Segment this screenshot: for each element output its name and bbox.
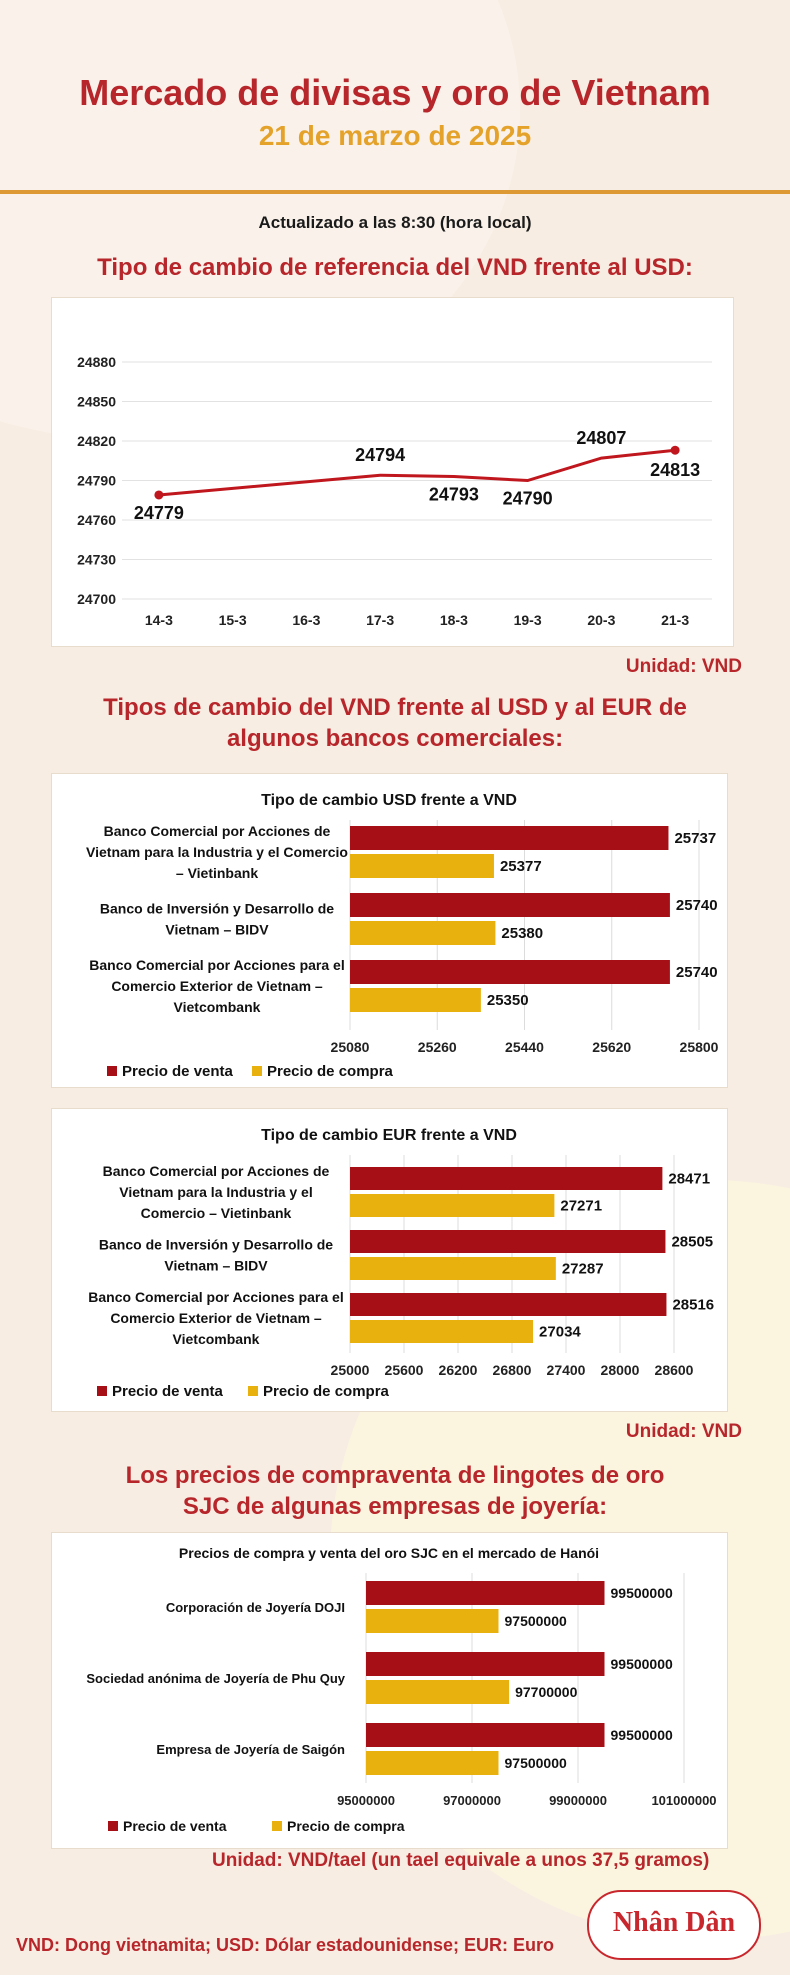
legend-label: Precio de venta <box>122 1063 233 1080</box>
x-tick-label: 25080 <box>330 1039 370 1055</box>
data-label: 25377 <box>499 858 542 875</box>
category-label: Vietcombank <box>172 1331 260 1347</box>
x-tick-label: 17-3 <box>366 612 395 628</box>
data-label: 25380 <box>501 925 544 942</box>
section-title-bank-rates-line2: algunos bancos comerciales: <box>226 725 564 752</box>
category-label: – Vietinbank <box>175 865 259 881</box>
data-label: 99500000 <box>610 1585 673 1601</box>
page-title: Mercado de divisas y oro de Vietnam <box>79 72 711 113</box>
category-label: Banco Comercial por Acciones de <box>102 1163 330 1179</box>
x-tick-label: 25620 <box>592 1039 632 1055</box>
unit-label-1: Unidad: VND <box>625 656 742 677</box>
x-tick-label: 21-3 <box>661 612 690 628</box>
section-title-gold-line2: SJC de algunas empresas de joyería: <box>182 1493 608 1520</box>
bar <box>350 988 481 1012</box>
data-label: 25737 <box>674 830 717 847</box>
eur-rate-bar-chart <box>52 1109 727 1411</box>
bar <box>366 1581 605 1605</box>
category-label: Comercio Exterior de Vietnam – <box>111 978 323 994</box>
data-label: 28516 <box>672 1296 715 1314</box>
data-label: 28505 <box>671 1233 714 1251</box>
bar <box>366 1680 509 1704</box>
data-point <box>154 490 163 499</box>
usd-rate-bar-chart <box>52 774 727 1087</box>
bar <box>350 921 495 945</box>
data-label: 24807 <box>576 428 627 449</box>
x-tick-label: 14-3 <box>144 612 173 628</box>
data-label: 27034 <box>539 1323 581 1341</box>
category-label: Banco Comercial por Acciones para el <box>89 957 345 973</box>
x-tick-label: 27400 <box>546 1362 586 1378</box>
x-tick-label: 25800 <box>679 1039 719 1055</box>
section-title-gold <box>0 1460 790 1522</box>
category-label: Corporación de Joyería DOJI <box>165 1600 345 1615</box>
x-tick-label: 18-3 <box>439 612 468 628</box>
x-tick-label: 25000 <box>330 1362 370 1378</box>
usd-rate-chart-card <box>51 773 728 1088</box>
gold-price-chart-card <box>51 1532 728 1849</box>
legend-swatch <box>252 1066 262 1076</box>
unit-label-2: Unidad: VND <box>625 1421 742 1442</box>
bar <box>350 1293 666 1316</box>
legend-label: Precio de venta <box>112 1383 223 1400</box>
series-line <box>159 450 675 495</box>
category-label: Banco de Inversión y Desarrollo de <box>99 900 335 917</box>
header-divider <box>0 190 790 194</box>
data-label: 25740 <box>675 964 718 981</box>
bar <box>350 854 494 878</box>
bar <box>350 893 670 917</box>
section-title-reference-rate: Tipo de cambio de referencia del VND frente al USD: <box>97 254 693 281</box>
data-label: 27271 <box>560 1197 603 1215</box>
x-tick-label: 99000000 <box>549 1793 607 1808</box>
bar <box>350 960 670 984</box>
logo-text: Nhân Dân <box>612 1907 736 1938</box>
section-title-bank-rates-line1: Tipos de cambio del VND frente al USD y al EUR de <box>103 694 687 721</box>
legend-label: Precio de compra <box>267 1063 393 1080</box>
data-label: 99500000 <box>610 1727 673 1743</box>
bar <box>350 1230 665 1253</box>
bar <box>350 826 668 850</box>
legend-label: Precio de venta <box>123 1818 227 1834</box>
category-label: Comercio – Vietinbank <box>140 1205 292 1221</box>
bar <box>350 1194 554 1217</box>
data-label: 24794 <box>355 445 406 466</box>
y-tick-label: 24700 <box>77 591 116 607</box>
x-tick-label: 95000000 <box>337 1793 395 1808</box>
legend-label: Precio de compra <box>287 1818 405 1834</box>
x-tick-label: 28600 <box>654 1362 694 1378</box>
section-title-bank-rates <box>0 692 790 754</box>
bar <box>366 1723 605 1747</box>
gold-price-bar-chart <box>52 1533 727 1848</box>
data-label: 24790 <box>502 488 553 509</box>
data-label: 27287 <box>561 1260 604 1278</box>
data-label: 97700000 <box>515 1684 578 1700</box>
y-tick-label: 24730 <box>77 551 116 568</box>
bar <box>350 1257 556 1280</box>
section-title-gold-line1: Los precios de compraventa de lingotes de oro <box>125 1462 665 1489</box>
data-label: 24779 <box>133 502 184 523</box>
x-tick-label: 16-3 <box>292 612 321 628</box>
page-date: 21 de marzo de 2025 <box>258 120 532 151</box>
data-label: 97500000 <box>504 1755 567 1771</box>
data-label: 24793 <box>428 484 479 505</box>
category-label: Vietnam – BIDV <box>165 921 269 938</box>
legend-swatch <box>272 1821 282 1831</box>
y-tick-label: 24820 <box>77 433 116 449</box>
reference-rate-line-chart <box>52 298 733 646</box>
x-tick-label: 19-3 <box>513 612 542 628</box>
chart-title: Precios de compra y venta del oro SJC en el mercado de Hanói <box>178 1545 600 1561</box>
bar <box>366 1751 499 1775</box>
x-tick-label: 15-3 <box>218 612 247 628</box>
category-label: Banco Comercial por Acciones de <box>103 823 331 839</box>
data-label: 24813 <box>650 460 701 481</box>
x-tick-label: 26800 <box>492 1362 532 1378</box>
footer-abbreviations: VND: Dong vietnamita; USD: Dólar estadounidense; EUR: Euro <box>16 1935 555 1955</box>
x-tick-label: 25260 <box>417 1039 457 1055</box>
eur-rate-chart-card <box>51 1108 728 1412</box>
data-label: 25350 <box>486 992 529 1009</box>
bar <box>350 1167 662 1190</box>
bar <box>350 1320 533 1343</box>
data-label: 28471 <box>668 1170 711 1188</box>
category-label: Vietnam – BIDV <box>164 1257 268 1274</box>
legend-swatch <box>107 1066 117 1076</box>
x-tick-label: 28000 <box>600 1362 640 1378</box>
data-point <box>671 446 680 455</box>
legend-swatch <box>97 1386 107 1396</box>
x-tick-label: 25600 <box>384 1362 424 1378</box>
chart-title: Tipo de cambio USD frente a VND <box>261 792 517 809</box>
category-label: Vietnam para la Industria y el <box>119 1184 313 1200</box>
category-label: Empresa de Joyería de Saigón <box>156 1742 345 1757</box>
bar <box>366 1652 605 1676</box>
legend-swatch <box>108 1821 118 1831</box>
data-label: 25740 <box>675 897 718 914</box>
category-label: Comercio Exterior de Vietnam – <box>110 1310 322 1326</box>
chart-title: Tipo de cambio EUR frente a VND <box>261 1127 517 1144</box>
legend-label: Precio de compra <box>263 1383 389 1400</box>
x-tick-label: 25440 <box>505 1039 544 1055</box>
category-label: Banco Comercial por Acciones para el <box>88 1289 344 1305</box>
unit-label-3: Unidad: VND/tael (un tael equivale a unos 37,5 gramos) <box>212 1850 710 1871</box>
legend-swatch <box>248 1386 258 1396</box>
y-tick-label: 24850 <box>77 393 116 410</box>
y-tick-label: 24880 <box>77 354 116 370</box>
bar <box>366 1609 499 1633</box>
reference-rate-chart-card <box>51 297 734 647</box>
category-label: Banco de Inversión y Desarrollo de <box>98 1236 334 1253</box>
category-label: Sociedad anónima de Joyería de Phu Quy <box>86 1671 345 1686</box>
y-tick-label: 24790 <box>77 472 116 489</box>
nhan-dan-logo[interactable] <box>587 1890 761 1960</box>
data-label: 97500000 <box>504 1613 567 1629</box>
category-label: Vietnam para la Industria y el Comercio <box>86 844 348 860</box>
x-tick-label: 97000000 <box>443 1793 501 1808</box>
y-tick-label: 24760 <box>77 512 116 528</box>
x-tick-label: 20-3 <box>587 612 616 628</box>
data-label: 99500000 <box>610 1656 673 1672</box>
updated-time: Actualizado a las 8:30 (hora local) <box>258 213 532 232</box>
category-label: Vietcombank <box>173 999 261 1015</box>
x-tick-label: 101000000 <box>651 1793 717 1808</box>
x-tick-label: 26200 <box>438 1362 478 1378</box>
